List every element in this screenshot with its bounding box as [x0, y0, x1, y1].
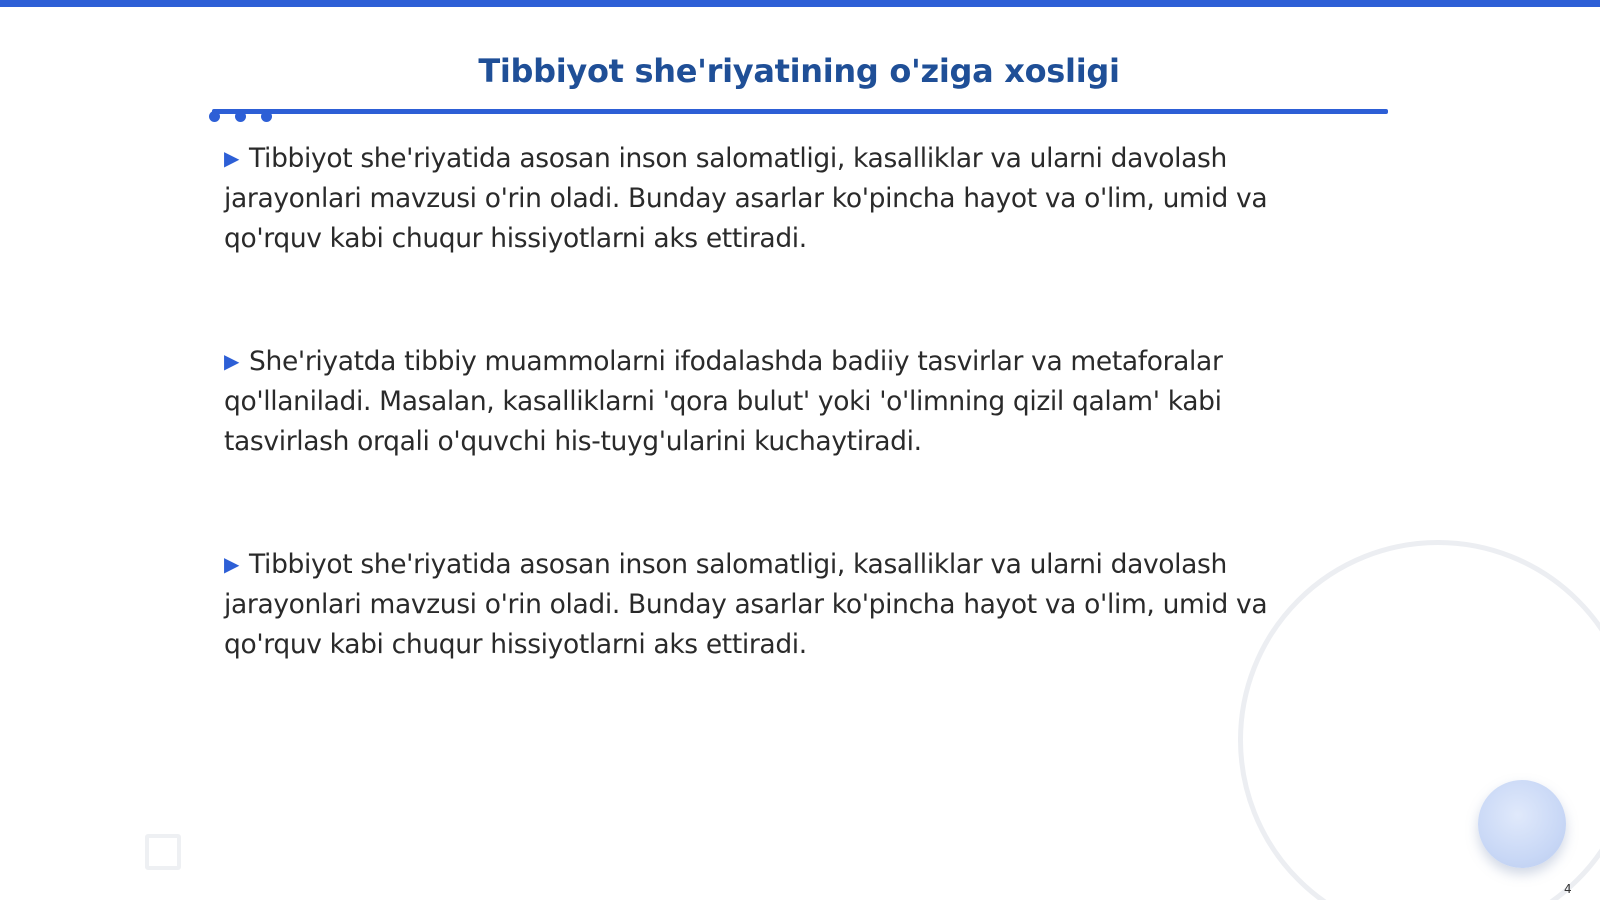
triangle-right-icon: ▶	[224, 552, 240, 576]
bullet-item	[224, 138, 1344, 259]
top-accent-bar	[0, 0, 1600, 7]
underline-dot	[261, 111, 272, 122]
page-number: 4	[1564, 882, 1572, 896]
underline-dot	[209, 111, 220, 122]
bullet-text: She'riyatda tibbiy muammolarni ifodalashda badiiy tasvirlar va metaforalar qo'llaniladi. Masalan, kasalliklarni 'qora bulut' yoki 'o'limning qizil qalam' kabi tasvirlash orqali o'quvchi his-tuyg'ularini kuchaytiradi.	[224, 346, 1223, 457]
bullet-item	[224, 544, 1344, 665]
bullet-text: Tibbiyot she'riyatida asosan inson salomatligi, kasalliklar va ularni davolash jarayonlari mavzusi o'rin oladi. Bunday asarlar ko'pincha hayot va o'lim, umid va qo'rquv kabi chuqur hissiyotlarni aks ettiradi.	[224, 143, 1268, 254]
title-underline	[212, 109, 1388, 114]
underline-dot	[235, 111, 246, 122]
triangle-right-icon: ▶	[224, 146, 240, 170]
slide-title: Tibbiyot she'riyatining o'ziga xosligi	[478, 52, 1120, 90]
decorative-sphere	[1478, 780, 1566, 868]
triangle-right-icon: ▶	[224, 349, 240, 373]
bullet-list	[224, 138, 1344, 665]
bullet-item	[224, 341, 1344, 462]
bullet-text: Tibbiyot she'riyatida asosan inson salomatligi, kasalliklar va ularni davolash jarayonlari mavzusi o'rin oladi. Bunday asarlar ko'pincha hayot va o'lim, umid va qo'rquv kabi chuqur hissiyotlarni aks ettiradi.	[224, 549, 1268, 660]
decorative-square	[145, 834, 181, 870]
